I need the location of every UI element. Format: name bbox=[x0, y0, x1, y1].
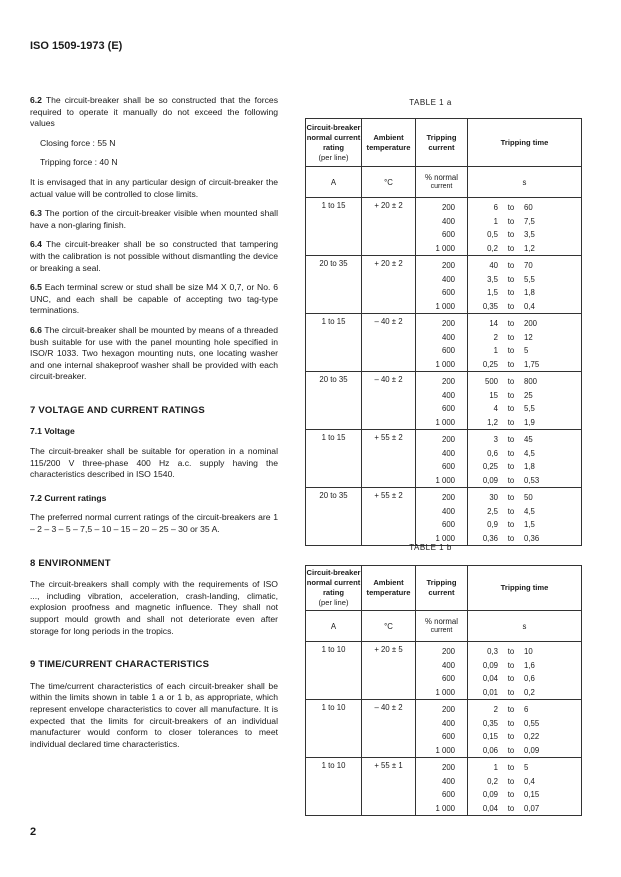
time-min: 3 bbox=[493, 435, 498, 444]
time-to: to bbox=[507, 288, 515, 297]
clause-7-1: The circuit-breaker shall be suitable for operation in a nominal 115/200 V three-phase 400 Hz a.c. supply having the characteristics described in ISO 1540. bbox=[30, 446, 278, 480]
current-value: 600 bbox=[441, 674, 455, 683]
time-max: 1,2 bbox=[524, 243, 535, 253]
time-to: to bbox=[507, 687, 515, 697]
time-min: 0,9 bbox=[487, 520, 498, 529]
tripping-time-cell bbox=[468, 372, 582, 430]
table-group-row bbox=[306, 488, 582, 546]
current-value: 600 bbox=[441, 230, 455, 239]
tripping-time-header: Tripping time bbox=[468, 566, 582, 611]
time-to: to bbox=[507, 417, 515, 427]
time-min: 0,35 bbox=[482, 718, 498, 728]
ambient-header: Ambient temperature bbox=[362, 119, 416, 167]
tripping-force: Tripping force : 40 N bbox=[40, 157, 118, 168]
time-to: to bbox=[507, 520, 515, 529]
time-to: to bbox=[507, 533, 515, 543]
time-min: 0,09 bbox=[482, 660, 498, 670]
time-range bbox=[468, 672, 581, 686]
current-value: 400 bbox=[441, 506, 455, 516]
time-range bbox=[468, 433, 581, 447]
time-min: 1 bbox=[493, 346, 498, 355]
time-to: to bbox=[507, 216, 515, 226]
time-max: 4,5 bbox=[524, 506, 535, 516]
time-range bbox=[468, 344, 581, 358]
current-value: 400 bbox=[441, 448, 455, 458]
time-range bbox=[468, 761, 581, 775]
time-range bbox=[468, 802, 581, 816]
time-to: to bbox=[507, 718, 515, 728]
current-value: 600 bbox=[441, 288, 455, 297]
time-range bbox=[468, 300, 581, 314]
unit-s: s bbox=[468, 611, 582, 642]
tripping-time-cell bbox=[468, 256, 582, 314]
rating-cell: 1 to 15 bbox=[306, 314, 362, 372]
current-value: 200 bbox=[441, 647, 455, 656]
time-min: 0,01 bbox=[482, 687, 498, 697]
time-min: 2 bbox=[493, 332, 498, 342]
tripping-time-cell bbox=[468, 758, 582, 816]
time-to: to bbox=[507, 332, 515, 342]
time-range bbox=[468, 491, 581, 505]
rating-cell: 20 to 35 bbox=[306, 372, 362, 430]
time-range bbox=[468, 358, 581, 372]
time-range bbox=[468, 703, 581, 717]
time-max: 1,9 bbox=[524, 417, 535, 427]
time-range bbox=[468, 215, 581, 229]
time-min: 3,5 bbox=[487, 274, 498, 284]
table-group-row bbox=[306, 758, 582, 816]
unit-a: A bbox=[306, 611, 362, 642]
time-min: 1,5 bbox=[487, 288, 498, 297]
tripping-time-header: Tripping time bbox=[468, 119, 582, 167]
clause-6-6: 6.6 The circuit-breaker shall be mounted by means of a threaded bush suitable for use with the panel mounting hole specified in ISO/R 1033. Two hexagon mounting nuts, one locating washer and one internal shakeproof washer shall be provided with each circuit-breaker. bbox=[30, 324, 278, 382]
time-max: 60 bbox=[524, 203, 533, 212]
time-to: to bbox=[507, 243, 515, 253]
time-max: 5,5 bbox=[524, 274, 535, 284]
time-to: to bbox=[507, 390, 515, 400]
time-to: to bbox=[507, 506, 515, 516]
temperature-cell: + 20 ± 2 bbox=[362, 198, 416, 256]
time-min: 0,3 bbox=[487, 647, 498, 656]
tripping-current-cell bbox=[416, 256, 468, 314]
tripping-current-cell bbox=[416, 314, 468, 372]
time-range bbox=[468, 402, 581, 416]
time-range bbox=[468, 744, 581, 758]
current-value: 1 000 bbox=[435, 243, 455, 253]
temperature-cell: + 20 ± 5 bbox=[362, 642, 416, 700]
time-max: 70 bbox=[524, 261, 533, 270]
time-range bbox=[468, 788, 581, 802]
tripping-current-header: Tripping current bbox=[416, 119, 468, 167]
time-range bbox=[468, 775, 581, 789]
time-to: to bbox=[507, 803, 515, 813]
time-min: 1 bbox=[493, 216, 498, 226]
time-to: to bbox=[507, 319, 515, 328]
current-value: 600 bbox=[441, 346, 455, 355]
section-7-2-heading: 7.2 Current ratings bbox=[30, 492, 107, 503]
time-range bbox=[468, 416, 581, 430]
document-header: ISO 1509-1973 (E) bbox=[30, 40, 123, 52]
time-range bbox=[468, 286, 581, 300]
temperature-cell: + 55 ± 2 bbox=[362, 488, 416, 546]
tripping-current-cell bbox=[416, 372, 468, 430]
time-min: 15 bbox=[489, 390, 498, 400]
current-value: 1 000 bbox=[435, 745, 455, 755]
tripping-time-cell bbox=[468, 488, 582, 546]
time-to: to bbox=[507, 404, 515, 413]
current-value: 1 000 bbox=[435, 533, 455, 543]
unit-c: °C bbox=[362, 611, 416, 642]
time-to: to bbox=[507, 448, 515, 458]
temperature-cell: + 20 ± 2 bbox=[362, 256, 416, 314]
time-range bbox=[468, 474, 581, 488]
time-to: to bbox=[507, 790, 515, 799]
current-value: 200 bbox=[441, 377, 455, 386]
current-value: 200 bbox=[441, 319, 455, 328]
time-min: 0,2 bbox=[487, 243, 498, 253]
time-range bbox=[468, 242, 581, 256]
current-value: 400 bbox=[441, 332, 455, 342]
page-number: 2 bbox=[30, 826, 37, 838]
temperature-cell: + 55 ± 2 bbox=[362, 430, 416, 488]
rating-cell: 1 to 15 bbox=[306, 430, 362, 488]
table-1a-caption: TABLE 1 a bbox=[409, 98, 452, 107]
time-min: 14 bbox=[489, 319, 498, 328]
time-max: 1,8 bbox=[524, 462, 535, 471]
closing-force: Closing force : 55 N bbox=[40, 137, 116, 148]
time-to: to bbox=[507, 301, 515, 311]
table-group-row bbox=[306, 430, 582, 488]
time-min: 0,25 bbox=[482, 462, 498, 471]
clause-8: The circuit-breakers shall comply with the requirements of ISO ..., including vibration, acceleration, crash-landing, climatic, explosion proofness and magnetic influence. They shall not support mould growth and shall not deteriorate even after storage for long periods in the tropics. bbox=[30, 579, 278, 636]
temperature-cell: – 40 ± 2 bbox=[362, 314, 416, 372]
time-range bbox=[468, 228, 581, 242]
clause-7-2: The preferred normal current ratings of the circuit-breakers are 1 – 2 – 3 – 5 – 7,5 – 10 – 15 – 20 – 25 – 30 or 35 A. bbox=[30, 512, 278, 535]
time-max: 800 bbox=[524, 377, 538, 386]
tripping-current-cell bbox=[416, 700, 468, 758]
time-max: 45 bbox=[524, 435, 533, 444]
time-min: 2 bbox=[493, 705, 498, 714]
time-to: to bbox=[507, 359, 515, 369]
temperature-cell: – 40 ± 2 bbox=[362, 700, 416, 758]
rating-cell: 1 to 10 bbox=[306, 642, 362, 700]
current-value: 200 bbox=[441, 705, 455, 714]
time-min: 0,2 bbox=[487, 776, 498, 786]
time-range bbox=[468, 717, 581, 731]
time-range bbox=[468, 460, 581, 474]
time-to: to bbox=[507, 261, 515, 270]
table-1b bbox=[305, 565, 582, 816]
time-range bbox=[468, 518, 581, 532]
clause-6-2-note: It is envisaged that in any particular design of circuit-breaker the actual value will be controlled to close limits. bbox=[30, 176, 278, 199]
time-range bbox=[468, 505, 581, 519]
rating-cell: 20 to 35 bbox=[306, 488, 362, 546]
rating-header: Circuit-breaker normal current rating (per line) bbox=[306, 119, 362, 167]
time-to: to bbox=[507, 674, 515, 683]
tripping-time-cell bbox=[468, 314, 582, 372]
time-range bbox=[468, 375, 581, 389]
current-value: 400 bbox=[441, 274, 455, 284]
clause-6-5: 6.5 Each terminal screw or stud shall be size M4 X 0,7, or No. 6 UNC, and each shall be capable of accepting two tag-type terminations. bbox=[30, 282, 278, 316]
current-value: 600 bbox=[441, 404, 455, 413]
time-min: 0,25 bbox=[482, 359, 498, 369]
time-to: to bbox=[507, 660, 515, 670]
table-group-row bbox=[306, 198, 582, 256]
time-min: 2,5 bbox=[487, 506, 498, 516]
current-value: 200 bbox=[441, 763, 455, 772]
clause-6-3: 6.3 The portion of the circuit-breaker visible when mounted shall have a non-glaring finish. bbox=[30, 208, 278, 230]
table-group-row bbox=[306, 372, 582, 430]
current-value: 200 bbox=[441, 203, 455, 212]
time-range bbox=[468, 259, 581, 273]
time-to: to bbox=[507, 745, 515, 755]
time-max: 0,53 bbox=[524, 475, 540, 485]
time-range bbox=[468, 645, 581, 659]
time-min: 0,6 bbox=[487, 448, 498, 458]
table-group-row bbox=[306, 314, 582, 372]
time-max: 1,6 bbox=[524, 660, 535, 670]
time-min: 4 bbox=[493, 404, 498, 413]
time-min: 500 bbox=[484, 377, 498, 386]
time-range bbox=[468, 730, 581, 744]
table-1a bbox=[305, 118, 582, 546]
time-max: 0,15 bbox=[524, 790, 540, 799]
current-value: 600 bbox=[441, 790, 455, 799]
time-range bbox=[468, 317, 581, 331]
current-value: 400 bbox=[441, 390, 455, 400]
current-value: 1 000 bbox=[435, 301, 455, 311]
time-min: 0,5 bbox=[487, 230, 498, 239]
time-to: to bbox=[507, 705, 515, 714]
time-min: 30 bbox=[489, 493, 498, 502]
time-max: 0,4 bbox=[524, 776, 535, 786]
time-max: 0,07 bbox=[524, 803, 540, 813]
time-max: 3,5 bbox=[524, 230, 535, 239]
time-min: 0,06 bbox=[482, 745, 498, 755]
clause-6-2: 6.2 The circuit-breaker shall be so constructed that the forces required to operate it manually do not exceed the following values bbox=[30, 95, 278, 129]
table-group-row bbox=[306, 700, 582, 758]
time-min: 1 bbox=[493, 763, 498, 772]
time-max: 4,5 bbox=[524, 448, 535, 458]
current-value: 400 bbox=[441, 660, 455, 670]
time-to: to bbox=[507, 230, 515, 239]
tripping-current-cell bbox=[416, 642, 468, 700]
left-column bbox=[30, 95, 278, 750]
time-to: to bbox=[507, 776, 515, 786]
time-min: 0,15 bbox=[482, 732, 498, 741]
current-value: 600 bbox=[441, 520, 455, 529]
tripping-current-cell bbox=[416, 488, 468, 546]
time-to: to bbox=[507, 346, 515, 355]
current-value: 1 000 bbox=[435, 803, 455, 813]
time-max: 12 bbox=[524, 332, 533, 342]
section-8-heading: 8 ENVIRONMENT bbox=[30, 557, 111, 569]
time-max: 50 bbox=[524, 493, 533, 502]
current-value: 1 000 bbox=[435, 417, 455, 427]
time-range bbox=[468, 273, 581, 287]
time-min: 0,09 bbox=[482, 790, 498, 799]
time-min: 40 bbox=[489, 261, 498, 270]
time-min: 0,36 bbox=[482, 533, 498, 543]
time-min: 0,35 bbox=[482, 301, 498, 311]
current-value: 600 bbox=[441, 732, 455, 741]
time-max: 0,22 bbox=[524, 732, 540, 741]
tripping-time-cell bbox=[468, 430, 582, 488]
tripping-time-cell bbox=[468, 198, 582, 256]
time-min: 0,04 bbox=[482, 674, 498, 683]
section-7-heading: 7 VOLTAGE AND CURRENT RATINGS bbox=[30, 404, 205, 416]
tripping-time-cell bbox=[468, 642, 582, 700]
time-to: to bbox=[507, 274, 515, 284]
current-value: 400 bbox=[441, 718, 455, 728]
tripping-current-header: Tripping current bbox=[416, 566, 468, 611]
time-max: 0,09 bbox=[524, 745, 540, 755]
time-max: 0,6 bbox=[524, 674, 535, 683]
tripping-time-cell bbox=[468, 700, 582, 758]
rating-header: Circuit-breaker normal current rating (per line) bbox=[306, 566, 362, 611]
time-to: to bbox=[507, 647, 515, 656]
ambient-header: Ambient temperature bbox=[362, 566, 416, 611]
time-max: 1,75 bbox=[524, 359, 540, 369]
unit-s: s bbox=[468, 167, 582, 198]
time-max: 5 bbox=[524, 763, 529, 772]
rating-cell: 1 to 10 bbox=[306, 700, 362, 758]
unit-a: A bbox=[306, 167, 362, 198]
rating-cell: 1 to 10 bbox=[306, 758, 362, 816]
time-range bbox=[468, 389, 581, 403]
current-value: 200 bbox=[441, 261, 455, 270]
current-value: 1 000 bbox=[435, 475, 455, 485]
current-value: 200 bbox=[441, 493, 455, 502]
time-range bbox=[468, 331, 581, 345]
time-max: 0,36 bbox=[524, 533, 540, 543]
time-range bbox=[468, 659, 581, 673]
time-max: 25 bbox=[524, 390, 533, 400]
time-max: 1,8 bbox=[524, 288, 535, 297]
time-max: 1,5 bbox=[524, 520, 535, 529]
current-value: 600 bbox=[441, 462, 455, 471]
unit-pct: % normal current bbox=[416, 167, 468, 198]
time-max: 0,2 bbox=[524, 687, 535, 697]
time-to: to bbox=[507, 203, 515, 212]
time-range bbox=[468, 447, 581, 461]
time-min: 6 bbox=[493, 203, 498, 212]
time-to: to bbox=[507, 493, 515, 502]
section-9-heading: 9 TIME/CURRENT CHARACTERISTICS bbox=[30, 659, 210, 671]
current-value: 400 bbox=[441, 776, 455, 786]
time-range bbox=[468, 201, 581, 215]
clause-9: The time/current characteristics of each circuit-breaker shall be within the limits shown in table 1 a or 1 b, as appropriate, which represent envelope characteristics to cover all manufacture. It is expected that the limits for circuit-breakers of an individual manufacturer would conform to closer tolerances to meet individual declared time characteristics. bbox=[30, 680, 278, 749]
table-group-row bbox=[306, 642, 582, 700]
time-max: 6 bbox=[524, 705, 529, 714]
unit-pct: % normal current bbox=[416, 611, 468, 642]
time-min: 0,04 bbox=[482, 803, 498, 813]
current-value: 1 000 bbox=[435, 687, 455, 697]
time-to: to bbox=[507, 763, 515, 772]
rating-cell: 20 to 35 bbox=[306, 256, 362, 314]
time-min: 1,2 bbox=[487, 417, 498, 427]
time-to: to bbox=[507, 377, 515, 386]
unit-c: °C bbox=[362, 167, 416, 198]
section-7-1-heading: 7.1 Voltage bbox=[30, 426, 75, 437]
time-range bbox=[468, 686, 581, 700]
time-to: to bbox=[507, 462, 515, 471]
time-to: to bbox=[507, 475, 515, 485]
time-max: 5,5 bbox=[524, 404, 535, 413]
time-max: 0,4 bbox=[524, 301, 535, 311]
temperature-cell: – 40 ± 2 bbox=[362, 372, 416, 430]
tripping-current-cell bbox=[416, 430, 468, 488]
time-max: 200 bbox=[524, 319, 538, 328]
current-value: 200 bbox=[441, 435, 455, 444]
time-min: 0,09 bbox=[482, 475, 498, 485]
current-value: 400 bbox=[441, 216, 455, 226]
tripping-current-cell bbox=[416, 758, 468, 816]
table-1b-caption: TABLE 1 b bbox=[409, 543, 452, 552]
rating-cell: 1 to 15 bbox=[306, 198, 362, 256]
time-max: 7,5 bbox=[524, 216, 535, 226]
time-to: to bbox=[507, 435, 515, 444]
time-max: 10 bbox=[524, 647, 533, 656]
time-max: 5 bbox=[524, 346, 529, 355]
time-to: to bbox=[507, 732, 515, 741]
current-value: 1 000 bbox=[435, 359, 455, 369]
temperature-cell: + 55 ± 1 bbox=[362, 758, 416, 816]
time-max: 0,55 bbox=[524, 718, 540, 728]
table-group-row bbox=[306, 256, 582, 314]
tripping-current-cell bbox=[416, 198, 468, 256]
clause-6-4: 6.4 The circuit-breaker shall be so constructed that tampering with the calibration is not possible without dismantling the device or breaking a seal. bbox=[30, 239, 279, 273]
